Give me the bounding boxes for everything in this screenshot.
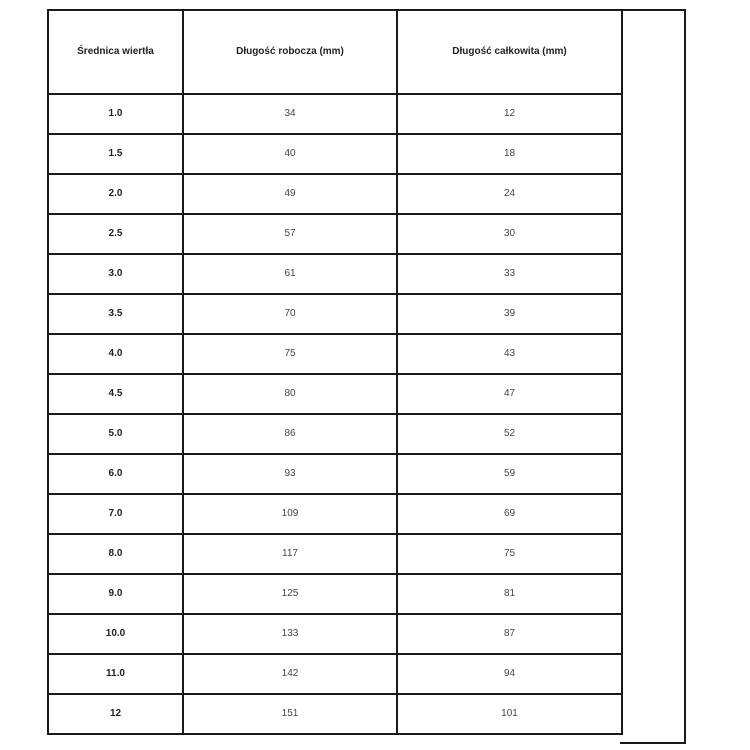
table-row xyxy=(48,534,622,574)
table-row xyxy=(48,694,622,734)
cell-total-length: 39 xyxy=(397,294,622,334)
table-header xyxy=(48,10,622,94)
table-row xyxy=(48,574,622,614)
cell-drill-diameter: 1.5 xyxy=(48,134,183,174)
table-body xyxy=(48,94,622,734)
table-row xyxy=(48,294,622,334)
cell-total-length: 43 xyxy=(397,334,622,374)
cell-drill-diameter: 3.5 xyxy=(48,294,183,334)
drill-size-table xyxy=(47,9,623,735)
cell-working-length: 49 xyxy=(183,174,397,214)
cell-working-length: 86 xyxy=(183,414,397,454)
cell-working-length: 80 xyxy=(183,374,397,414)
cell-total-length: 18 xyxy=(397,134,622,174)
cell-total-length: 59 xyxy=(397,454,622,494)
cell-working-length: 142 xyxy=(183,654,397,694)
cell-drill-diameter: 2.5 xyxy=(48,214,183,254)
table-row xyxy=(48,614,622,654)
table-row xyxy=(48,334,622,374)
table-row xyxy=(48,174,622,214)
table-row xyxy=(48,134,622,174)
header-working-length: Długość robocza (mm) xyxy=(183,10,397,94)
table-row xyxy=(48,494,622,534)
cell-working-length: 125 xyxy=(183,574,397,614)
cell-total-length: 52 xyxy=(397,414,622,454)
table-row xyxy=(48,94,622,134)
cell-total-length: 75 xyxy=(397,534,622,574)
cell-working-length: 40 xyxy=(183,134,397,174)
cell-total-length: 94 xyxy=(397,654,622,694)
cell-working-length: 61 xyxy=(183,254,397,294)
cell-working-length: 70 xyxy=(183,294,397,334)
drill-spec-sheet xyxy=(47,9,687,744)
cell-total-length: 12 xyxy=(397,94,622,134)
cell-drill-diameter: 4.0 xyxy=(48,334,183,374)
table-row xyxy=(48,254,622,294)
cell-total-length: 33 xyxy=(397,254,622,294)
cell-drill-diameter: 4.5 xyxy=(48,374,183,414)
cell-total-length: 101 xyxy=(397,694,622,734)
cell-total-length: 24 xyxy=(397,174,622,214)
table-row xyxy=(48,454,622,494)
cell-drill-diameter: 9.0 xyxy=(48,574,183,614)
table-row xyxy=(48,414,622,454)
cell-total-length: 69 xyxy=(397,494,622,534)
header-total-length: Długość całkowita (mm) xyxy=(397,10,622,94)
table-row xyxy=(48,214,622,254)
cell-total-length: 30 xyxy=(397,214,622,254)
cell-drill-diameter: 11.0 xyxy=(48,654,183,694)
table-row xyxy=(48,374,622,414)
table-row xyxy=(48,654,622,694)
cell-drill-diameter: 1.0 xyxy=(48,94,183,134)
header-row xyxy=(48,10,622,94)
cell-working-length: 57 xyxy=(183,214,397,254)
cell-drill-diameter: 2.0 xyxy=(48,174,183,214)
cell-working-length: 151 xyxy=(183,694,397,734)
cell-working-length: 109 xyxy=(183,494,397,534)
cell-total-length: 87 xyxy=(397,614,622,654)
cell-working-length: 34 xyxy=(183,94,397,134)
empty-side-column xyxy=(620,9,686,744)
cell-working-length: 75 xyxy=(183,334,397,374)
cell-drill-diameter: 6.0 xyxy=(48,454,183,494)
cell-drill-diameter: 8.0 xyxy=(48,534,183,574)
cell-total-length: 81 xyxy=(397,574,622,614)
cell-working-length: 93 xyxy=(183,454,397,494)
cell-drill-diameter: 7.0 xyxy=(48,494,183,534)
cell-total-length: 47 xyxy=(397,374,622,414)
cell-drill-diameter: 10.0 xyxy=(48,614,183,654)
cell-drill-diameter: 3.0 xyxy=(48,254,183,294)
cell-drill-diameter: 5.0 xyxy=(48,414,183,454)
cell-drill-diameter: 12 xyxy=(48,694,183,734)
header-drill-diameter: Średnica wiertła xyxy=(48,10,183,94)
cell-working-length: 133 xyxy=(183,614,397,654)
cell-working-length: 117 xyxy=(183,534,397,574)
